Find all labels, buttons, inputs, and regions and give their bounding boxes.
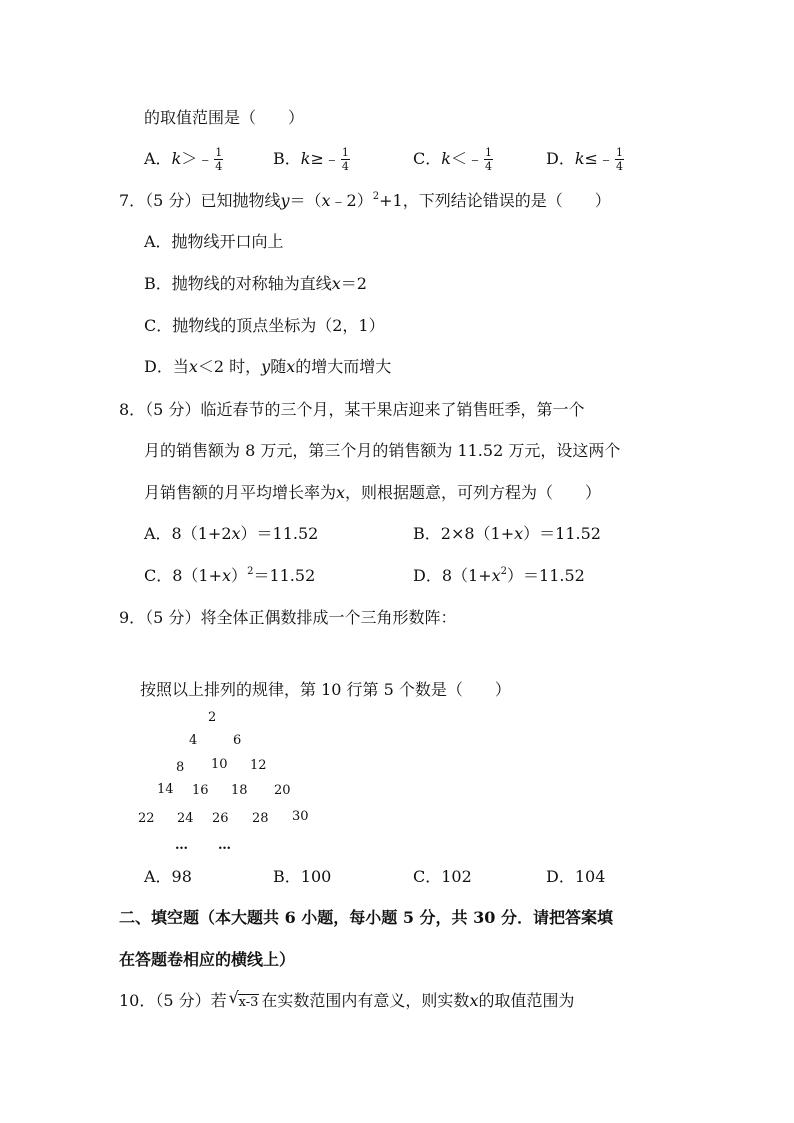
q6-option-d: D．k≤﹣ $\frac{1}{4}$ [546, 146, 623, 173]
fraction: $\frac{1}{4}$ [215, 146, 223, 173]
q7-option-d: D．当x＜2 时，y随x的增大而增大 [144, 357, 392, 376]
q8-option-b: B．2×8（1+x）＝11.52 [413, 524, 601, 543]
triangle-number: 18 [231, 783, 248, 798]
q10-stem: 10．（5 分）若 √ x-3 在实数范围内有意义，则实数x的取值范围为 [119, 991, 574, 1013]
triangle-ellipsis: … [175, 838, 188, 853]
q9-option-a: A．98 [144, 867, 192, 886]
q7-option-b: B．抛物线的对称轴为直线x＝2 [144, 274, 367, 293]
section-heading-line2: 在答题卷相应的横线上） [119, 950, 296, 969]
q8-option-d: D．$8(1+x^2)=11.52$ [413, 566, 585, 585]
q8-option-c: C．$8(1+x)^2=11.52$ [144, 566, 316, 585]
fraction: $\frac{1}{4}$ [341, 146, 349, 173]
q7-option-c: C．抛物线的顶点坐标为（2，1） [144, 316, 385, 335]
q8-stem-line3: 月销售额的月平均增长率为x，则根据题意，可列方程为（ ） [144, 483, 602, 502]
q7-option-a: A．抛物线开口向上 [144, 232, 284, 251]
triangle-number: 4 [189, 733, 198, 748]
triangle-number: 10 [211, 757, 228, 772]
triangle-number: 30 [292, 809, 309, 824]
triangle-ellipsis: … [218, 838, 231, 853]
triangle-number: 24 [177, 811, 194, 826]
fraction: $\frac{1}{4}$ [615, 146, 623, 173]
q9-option-c: C．102 [413, 867, 472, 886]
triangle-number: 6 [233, 733, 242, 748]
triangle-number: 8 [176, 760, 185, 775]
q8-stem-line1: 8．（5 分）临近春节的三个月，某干果店迎来了销售旺季，第一个 [119, 400, 585, 419]
triangle-number: 16 [192, 783, 209, 798]
q8-option-a: A．8（1+2x）＝11.52 [144, 524, 319, 543]
q9-stem-line2: 按照以上排列的规律，第 10 行第 5 个数是（ ） [140, 680, 511, 699]
fraction: $\frac{1}{4}$ [484, 146, 492, 173]
q6-stem-tail: 的取值范围是（ ） [144, 108, 305, 127]
q8-stem-line2: 月的销售额为 8 万元，第三个月的销售额为 11.52 万元，设这两个 [144, 441, 621, 460]
q6-option-c: C．k＜﹣ $\frac{1}{4}$ [413, 146, 492, 173]
triangle-number: 20 [274, 783, 291, 798]
q9-option-d: D．104 [546, 867, 606, 886]
q9-stem-line1: 9．（5 分）将全体正偶数排成一个三角形数阵： [119, 608, 457, 627]
square-root: √ x-3 [228, 988, 259, 1010]
section-heading-line1: 二、填空题（本大题共 6 小题，每小题 5 分，共 30 分．请把答案填 [119, 908, 613, 927]
triangle-number: 22 [138, 811, 155, 826]
triangle-number: 28 [252, 811, 269, 826]
triangle-number: 26 [212, 811, 229, 826]
triangle-number: 12 [250, 758, 267, 773]
q7-stem: 7．（5 分）已知抛物线y＝（x﹣2）$^2$+1，下列结论错误的是（ ） [119, 191, 611, 210]
q9-option-b: B．100 [273, 867, 332, 886]
q6-option-a: A．k＞﹣ $\frac{1}{4}$ [144, 146, 223, 173]
triangle-number: 14 [157, 782, 174, 797]
triangle-number: 2 [208, 710, 217, 725]
q6-option-b: B．k≥﹣ $\frac{1}{4}$ [273, 146, 349, 173]
